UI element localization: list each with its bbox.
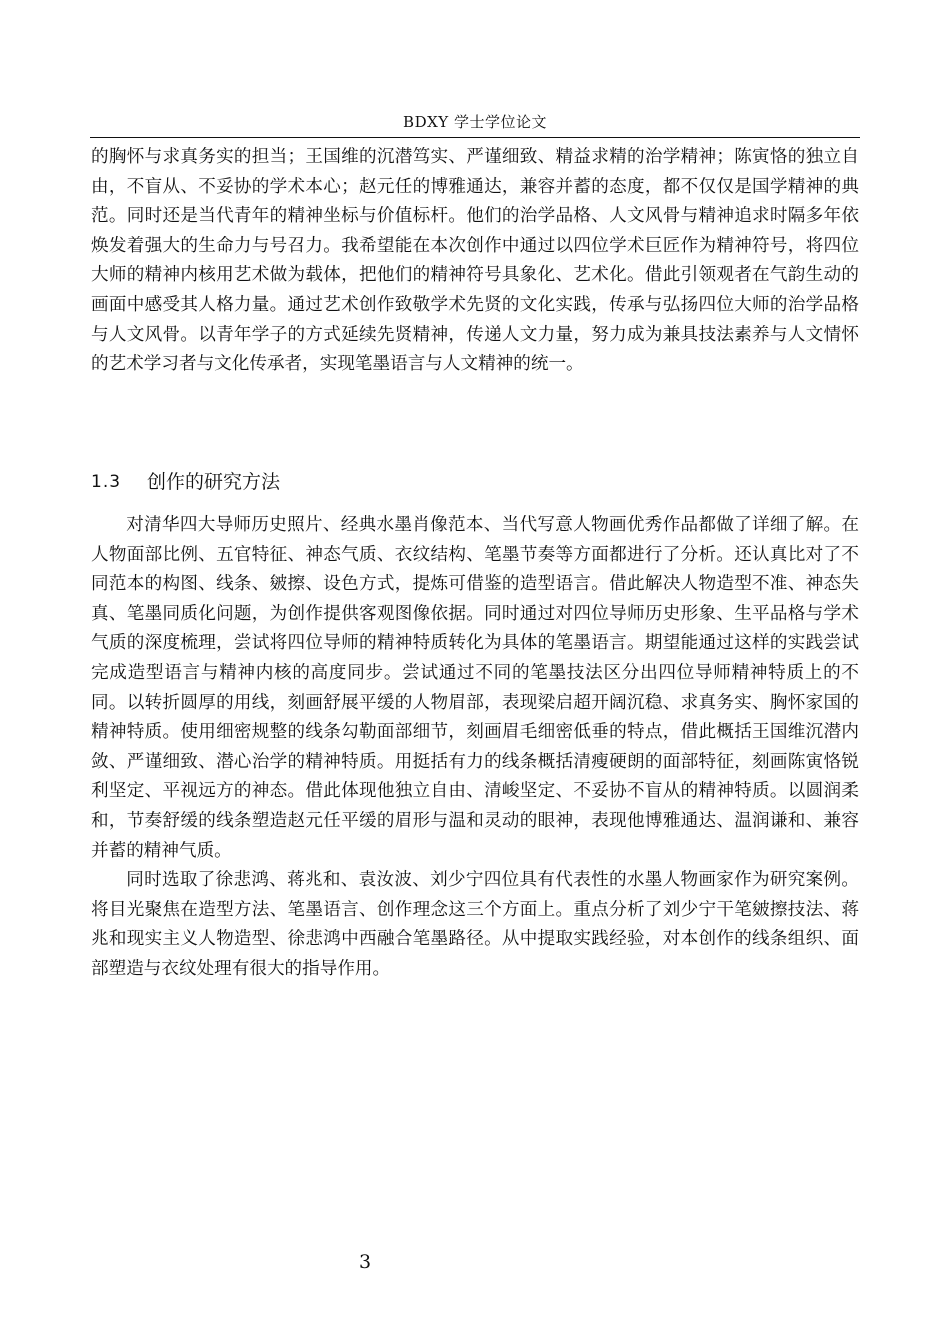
running-header: BDXY 学士学位论文 xyxy=(403,113,547,131)
body-text-top xyxy=(91,143,859,380)
header-divider xyxy=(90,137,860,138)
continued-paragraph: 的胸怀与求真务实的担当；王国维的沉潜笃实、严谨细致、精益求精的治学精神；陈寅恪的独立自由，不盲从、不妥协的学术本心；赵元任的博雅通达，兼容并蓄的态度，都不仅仅是国学精神的典范。同时还是当代青年的精神坐标与价值标杆。他们的治学品格、人文风骨与精神追求时隔多年依焕发着强大的生命力与号召力。我希望能在本次创作中通过以四位学术巨匠作为精神符号，将四位大师的精神内核用艺术做为载体，把他们的精神符号具象化、艺术化。借此引领观者在气韵生动的画面中感受其人格力量。通过艺术创作致敬学术先贤的文化实践，传承与弘扬四位大师的治学品格与人文风骨。以青年学子的方式延续先贤精神，传递人文力量，努力成为兼具技法素养与人文情怀的艺术学习者与文化传承者，实现笔墨语言与人文精神的统一。 xyxy=(91,147,859,375)
section-heading xyxy=(91,467,280,497)
section-number: 1.3 xyxy=(91,472,122,492)
section-title: 创作的研究方法 xyxy=(147,471,281,493)
paragraph: 对清华四大导师历史照片、经典水墨肖像范本、当代写意人物画优秀作品都做了详细了解。在人物面部比例、五官特征、神态气质、衣纹结构、笔墨节奏等方面都进行了分析。还认真比对了不同范本的构图、线条、皴擦、设色方式，提炼可借鉴的造型语言。借此解决人物造型不准、神态失真、笔墨同质化问题，为创作提供客观图像依据。同时通过对四位导师历史形象、生平品格与学术气质的深度梳理，尝试将四位导师的精神特质转化为具体的笔墨语言。期望能通过这样的实践尝试完成造型语言与精神内核的高度同步。尝试通过不同的笔墨技法区分出四位导师精神特质上的不同。以转折圆厚的用线，刻画舒展平缓的人物眉部，表现梁启超开阔沉稳、求真务实、胸怀家国的精神特质。使用细密规整的线条勾勒面部细节，刻画眉毛细密低垂的特点，借此概括王国维沉潜内敛、严谨细致、潜心治学的精神特质。用挺括有力的线条概括清瘦硬朗的面部特征，刻画陈寅恪锐利坚定、平视远方的神态。借此体现他独立自由、清峻坚定、不妥协不盲从的精神特质。以圆润柔和，节奏舒缓的线条塑造赵元任平缓的眉形与温和灵动的眼神，表现他博雅通达、温润谦和、兼容并蓄的精神气质。 xyxy=(91,515,859,861)
page-number: 3 xyxy=(358,1251,372,1273)
paragraph: 同时选取了徐悲鸿、蒋兆和、袁汝波、刘少宁四位具有代表性的水墨人物画家作为研究案例。将目光聚焦在造型方法、笔墨语言、创作理念这三个方面上。重点分析了刘少宁干笔皴擦技法、蒋兆和现实主义人物造型、徐悲鸿中西融合笔墨路径。从中提取实践经验，对本创作的线条组织、面部塑造与衣纹处理有很大的指导作用。 xyxy=(91,870,859,979)
section-body xyxy=(91,511,859,985)
